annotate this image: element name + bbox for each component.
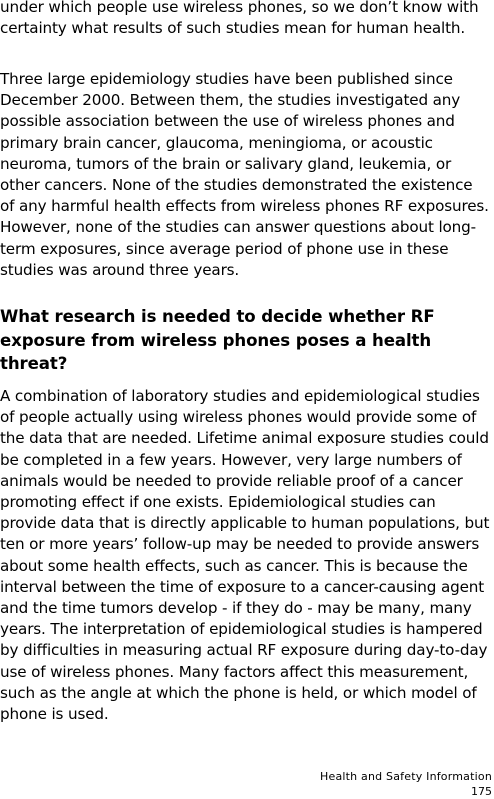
body-paragraph-continued: under which people use wireless phones, so we don’t know with certainty what results of such studies mean for human health. <box>0 0 479 38</box>
footer-page-number: 175 <box>471 785 492 798</box>
section-heading: What research is needed to decide whether RF exposure from wireless phones poses a health threat? <box>0 307 435 373</box>
body-paragraph-epidemiology-studies: Three large epidemiology studies have been published since December 2000. Between them, the studies investigated any possible association between the use of wireless phones and primary brain cancer, glaucoma, meningioma, or acoustic neuroma, tumors of the brain or salivary gland, leukemia, or other cancers. None of the studies demonstrated the existence of any harmful health effects from wireless phones RF exposures. However, none of the studies can answer questions about long-term exposures, since average period of phone use in these studies was around three years. <box>0 70 489 279</box>
footer-section-title: Health and Safety Information <box>320 770 492 783</box>
section-answer-paragraph: A combination of laboratory studies and epidemiological studies of people actually using wireless phones would provide some of the data that are needed. Lifetime animal exposure studies could be completed in a few years. However, very large numbers of animals would be needed to provide reliable proof of a cancer promoting effect if one exists. Epidemiological studies can provide data that is directly applicable to human populations, but ten or more years’ follow-up may be needed to provide answers about some health effects, such as cancer. This is because the interval between the time of exposure to a cancer-causing agent and the time tumors develop - if they do - may be many, many years. The interpretation of epidemiological studies is hampered by difficulties in measuring actual RF exposure during day-to-day use of wireless phones. Many factors affect this measurement, such as the angle at which the phone is held, or which model of phone is used. <box>0 387 490 724</box>
